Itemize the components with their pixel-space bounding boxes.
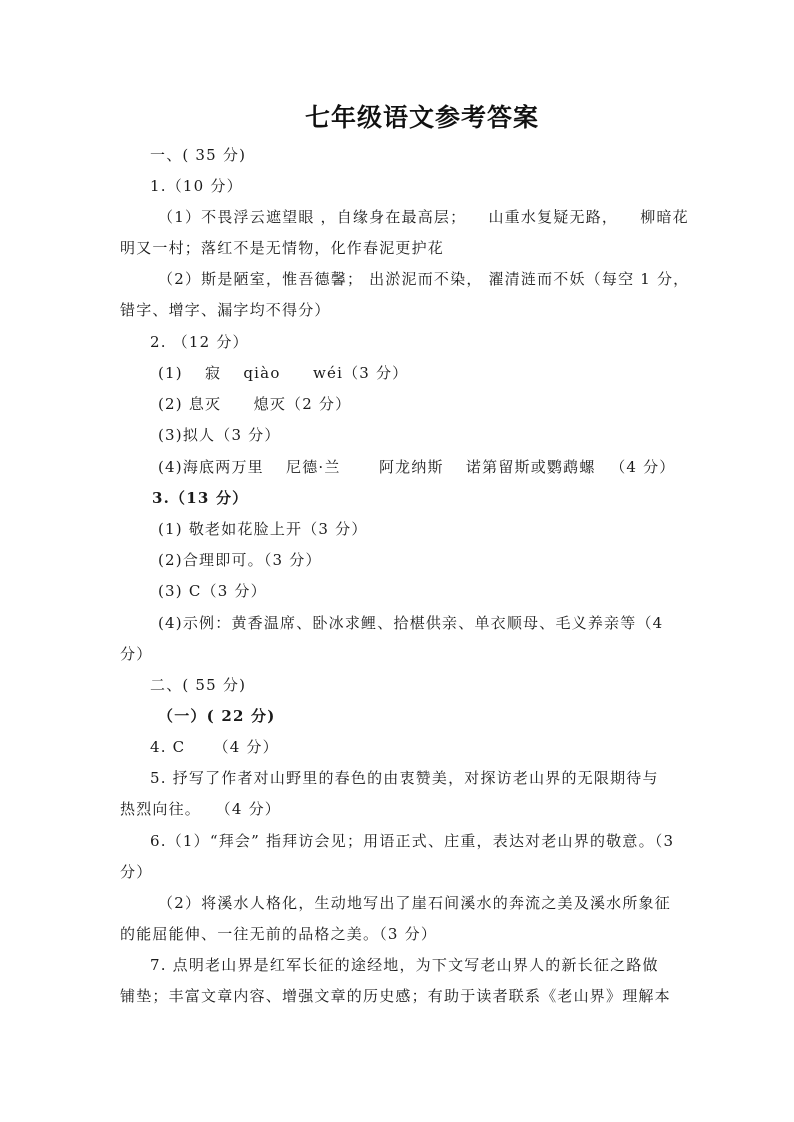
answer-text-line: 的能屈能伸、一往无前的品格之美。（3 分） [120, 925, 438, 943]
answer-text-line: (2) 息灭 熄灭（2 分） [158, 395, 352, 413]
answer-text-line: （2）斯是陋室，惟吾德馨； 出淤泥而不染， 濯清涟而不妖（每空 1 分， [158, 270, 690, 288]
answer-text-line: 分） [120, 863, 153, 881]
question-5-answer: 5. 抒写了作者对山野里的春色的由衷赞美，对探访老山界的无限期待与 [150, 769, 659, 787]
answer-text-line: （1）不畏浮云遮望眼 ，自缘身在最高层； 山重水复疑无路， 柳暗花 [158, 208, 689, 226]
answer-text-line: (1) 寂 qiào wéi（3 分） [158, 364, 409, 382]
question-1-heading: 1.（10 分） [150, 177, 243, 195]
section-one-heading: 一、( 35 分) [150, 146, 247, 164]
page-title: 七年级语文参考答案 [304, 103, 539, 132]
question-7-answer: 7. 点明老山界是红军长征的途经地，为下文写老山界人的新长征之路做 [150, 956, 659, 974]
answer-text-line: 分） [120, 645, 153, 663]
question-3-heading: 3.（13 分） [152, 489, 249, 507]
question-2-heading: 2. （12 分） [150, 333, 249, 351]
answer-text-line: (3)拟人（3 分） [158, 426, 281, 444]
subsection-one-heading: （一）( 22 分) [158, 707, 276, 725]
answer-text-line: (1) 敬老如花脸上开（3 分） [158, 520, 368, 538]
answer-text-line: (2)合理即可。（3 分） [158, 551, 322, 569]
answer-text-line: (4)海底两万里 尼德·兰 阿龙纳斯 诺第留斯或鹦鹉螺 （4 分） [158, 458, 676, 476]
answer-text-line: (4)示例：黄香温席、卧冰求鲤、拾椹供亲、单衣顺母、毛义养亲等（4 [158, 614, 664, 632]
answer-text-line: 铺垫；丰富文章内容、增强文章的历史感；有助于读者联系《老山界》理解本 [120, 987, 671, 1005]
answer-text-line: 明又一村；落红不是无情物，化作春泥更护花 [120, 239, 445, 257]
answer-text-line: (3) C（3 分） [158, 582, 267, 600]
answer-text-line: （2）将溪水人格化，生动地写出了崖石间溪水的奔流之美及溪水所象征 [158, 894, 671, 912]
section-two-heading: 二、( 55 分) [150, 676, 247, 694]
answer-text-line: 热烈向往。 （4 分） [120, 800, 281, 818]
answer-text-line: 错字、增字、漏字均不得分） [120, 301, 331, 319]
question-4-answer: 4. C （4 分） [150, 738, 279, 756]
question-6-answer: 6.（1）“拜会” 指拜访会见；用语正式、庄重，表达对老山界的敬意。（3 [150, 832, 675, 850]
